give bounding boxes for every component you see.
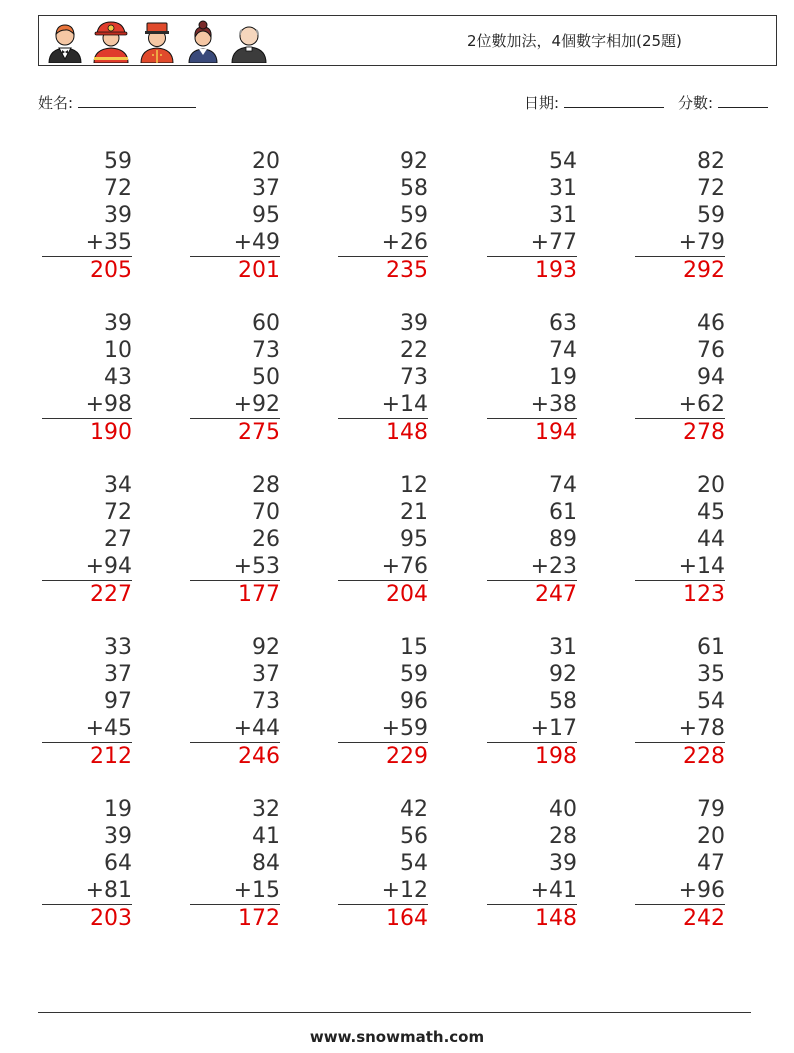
addend: 28 (549, 824, 577, 849)
addend: 31 (549, 203, 577, 228)
addend: 35 (697, 662, 725, 687)
addend: 59 (400, 662, 428, 687)
last-addend: +49 (190, 229, 280, 257)
problem-15 (635, 472, 725, 608)
problem-11 (42, 472, 132, 608)
last-addend: +81 (42, 877, 132, 905)
score-label: 分數: (678, 94, 714, 112)
addend: 12 (400, 473, 428, 498)
addend: 50 (252, 365, 280, 390)
addend: 59 (697, 203, 725, 228)
addend: 20 (697, 824, 725, 849)
answer: 278 (683, 420, 725, 445)
problem-18 (338, 634, 428, 770)
last-addend: +78 (635, 715, 725, 743)
addend: 27 (104, 527, 132, 552)
addend: 21 (400, 500, 428, 525)
answer: 242 (683, 906, 725, 931)
answer: 228 (683, 744, 725, 769)
addend: 60 (252, 311, 280, 336)
problem-20 (635, 634, 725, 770)
date-line[interactable] (564, 93, 664, 108)
addend: 32 (252, 797, 280, 822)
problem-4 (487, 148, 577, 284)
date-label: 日期: (524, 94, 560, 112)
addend: 82 (697, 149, 725, 174)
answer: 148 (386, 420, 428, 445)
addend: 26 (252, 527, 280, 552)
header-box (38, 15, 777, 66)
addend: 10 (104, 338, 132, 363)
last-addend: +17 (487, 715, 577, 743)
name-label: 姓名: (38, 94, 74, 112)
answer: 227 (90, 582, 132, 607)
problem-22 (190, 796, 280, 932)
addend: 72 (104, 176, 132, 201)
score-line[interactable] (718, 93, 768, 108)
addend: 63 (549, 311, 577, 336)
problem-14 (487, 472, 577, 608)
addend: 70 (252, 500, 280, 525)
last-addend: +53 (190, 553, 280, 581)
last-addend: +98 (42, 391, 132, 419)
answer: 235 (386, 258, 428, 283)
problem-3 (338, 148, 428, 284)
last-addend: +23 (487, 553, 577, 581)
addend: 61 (697, 635, 725, 660)
problem-17 (190, 634, 280, 770)
last-addend: +79 (635, 229, 725, 257)
addend: 64 (104, 851, 132, 876)
problem-25 (635, 796, 725, 932)
addend: 58 (549, 689, 577, 714)
last-addend: +26 (338, 229, 428, 257)
addend: 28 (252, 473, 280, 498)
answer: 204 (386, 582, 428, 607)
addend: 73 (252, 338, 280, 363)
addend: 47 (697, 851, 725, 876)
answer: 246 (238, 744, 280, 769)
addend: 92 (400, 149, 428, 174)
addend: 31 (549, 176, 577, 201)
last-addend: +92 (190, 391, 280, 419)
addend: 56 (400, 824, 428, 849)
problem-1 (42, 148, 132, 284)
priest-icon (229, 19, 269, 63)
addend: 45 (697, 500, 725, 525)
addend: 20 (252, 149, 280, 174)
addend: 19 (549, 365, 577, 390)
addend: 89 (549, 527, 577, 552)
problem-13 (338, 472, 428, 608)
answer: 247 (535, 582, 577, 607)
addend: 74 (549, 338, 577, 363)
name-field (38, 92, 196, 113)
answer: 203 (90, 906, 132, 931)
last-addend: +77 (487, 229, 577, 257)
addend: 72 (697, 176, 725, 201)
answer: 205 (90, 258, 132, 283)
date-field (524, 92, 664, 113)
last-addend: +76 (338, 553, 428, 581)
addend: 46 (697, 311, 725, 336)
answer: 198 (535, 744, 577, 769)
addend: 96 (400, 689, 428, 714)
bellhop-icon (137, 19, 177, 63)
last-addend: +14 (635, 553, 725, 581)
last-addend: +41 (487, 877, 577, 905)
addend: 31 (549, 635, 577, 660)
problem-9 (487, 310, 577, 446)
problem-6 (42, 310, 132, 446)
addend: 94 (697, 365, 725, 390)
addend: 37 (104, 662, 132, 687)
addend: 39 (549, 851, 577, 876)
footer-divider (38, 1012, 751, 1013)
avatar-strip (45, 19, 269, 63)
answer: 193 (535, 258, 577, 283)
addend: 58 (400, 176, 428, 201)
addend: 34 (104, 473, 132, 498)
problem-12 (190, 472, 280, 608)
addend: 76 (697, 338, 725, 363)
answer: 212 (90, 744, 132, 769)
answer: 292 (683, 258, 725, 283)
addend: 20 (697, 473, 725, 498)
problem-7 (190, 310, 280, 446)
answer: 194 (535, 420, 577, 445)
addend: 92 (252, 635, 280, 660)
last-addend: +94 (42, 553, 132, 581)
addend: 73 (252, 689, 280, 714)
addend: 95 (252, 203, 280, 228)
last-addend: +14 (338, 391, 428, 419)
addend: 42 (400, 797, 428, 822)
answer: 190 (90, 420, 132, 445)
problem-16 (42, 634, 132, 770)
addend: 39 (104, 824, 132, 849)
addend: 92 (549, 662, 577, 687)
addend: 19 (104, 797, 132, 822)
last-addend: +35 (42, 229, 132, 257)
last-addend: +15 (190, 877, 280, 905)
addend: 22 (400, 338, 428, 363)
addend: 54 (400, 851, 428, 876)
last-addend: +12 (338, 877, 428, 905)
addend: 40 (549, 797, 577, 822)
problem-24 (487, 796, 577, 932)
addend: 39 (104, 311, 132, 336)
addend: 54 (697, 689, 725, 714)
last-addend: +38 (487, 391, 577, 419)
addend: 37 (252, 662, 280, 687)
problem-5 (635, 148, 725, 284)
last-addend: +62 (635, 391, 725, 419)
answer: 229 (386, 744, 428, 769)
waiter-icon (45, 19, 85, 63)
addend: 59 (104, 149, 132, 174)
addend: 44 (697, 527, 725, 552)
problem-21 (42, 796, 132, 932)
footer-site: www.snowmath.com (309, 1028, 485, 1046)
addend: 54 (549, 149, 577, 174)
answer: 275 (238, 420, 280, 445)
last-addend: +96 (635, 877, 725, 905)
page-title: 2位數加法，4個數字相加(25題) (467, 32, 682, 50)
last-addend: +45 (42, 715, 132, 743)
addend: 39 (104, 203, 132, 228)
answer: 172 (238, 906, 280, 931)
answer: 201 (238, 258, 280, 283)
answer: 123 (683, 582, 725, 607)
problem-10 (635, 310, 725, 446)
addend: 15 (400, 635, 428, 660)
addend: 37 (252, 176, 280, 201)
name-line[interactable] (78, 93, 196, 108)
firefighter-icon (91, 19, 131, 63)
addend: 39 (400, 311, 428, 336)
problem-19 (487, 634, 577, 770)
answer: 177 (238, 582, 280, 607)
addend: 33 (104, 635, 132, 660)
last-addend: +59 (338, 715, 428, 743)
addend: 43 (104, 365, 132, 390)
answer: 148 (535, 906, 577, 931)
problem-8 (338, 310, 428, 446)
last-addend: +44 (190, 715, 280, 743)
addend: 59 (400, 203, 428, 228)
addend: 84 (252, 851, 280, 876)
addend: 95 (400, 527, 428, 552)
woman-icon (183, 19, 223, 63)
answer: 164 (386, 906, 428, 931)
addend: 74 (549, 473, 577, 498)
addend: 61 (549, 500, 577, 525)
addend: 97 (104, 689, 132, 714)
addend: 72 (104, 500, 132, 525)
score-field (678, 92, 768, 113)
problem-2 (190, 148, 280, 284)
addend: 41 (252, 824, 280, 849)
addend: 79 (697, 797, 725, 822)
problem-23 (338, 796, 428, 932)
addend: 73 (400, 365, 428, 390)
